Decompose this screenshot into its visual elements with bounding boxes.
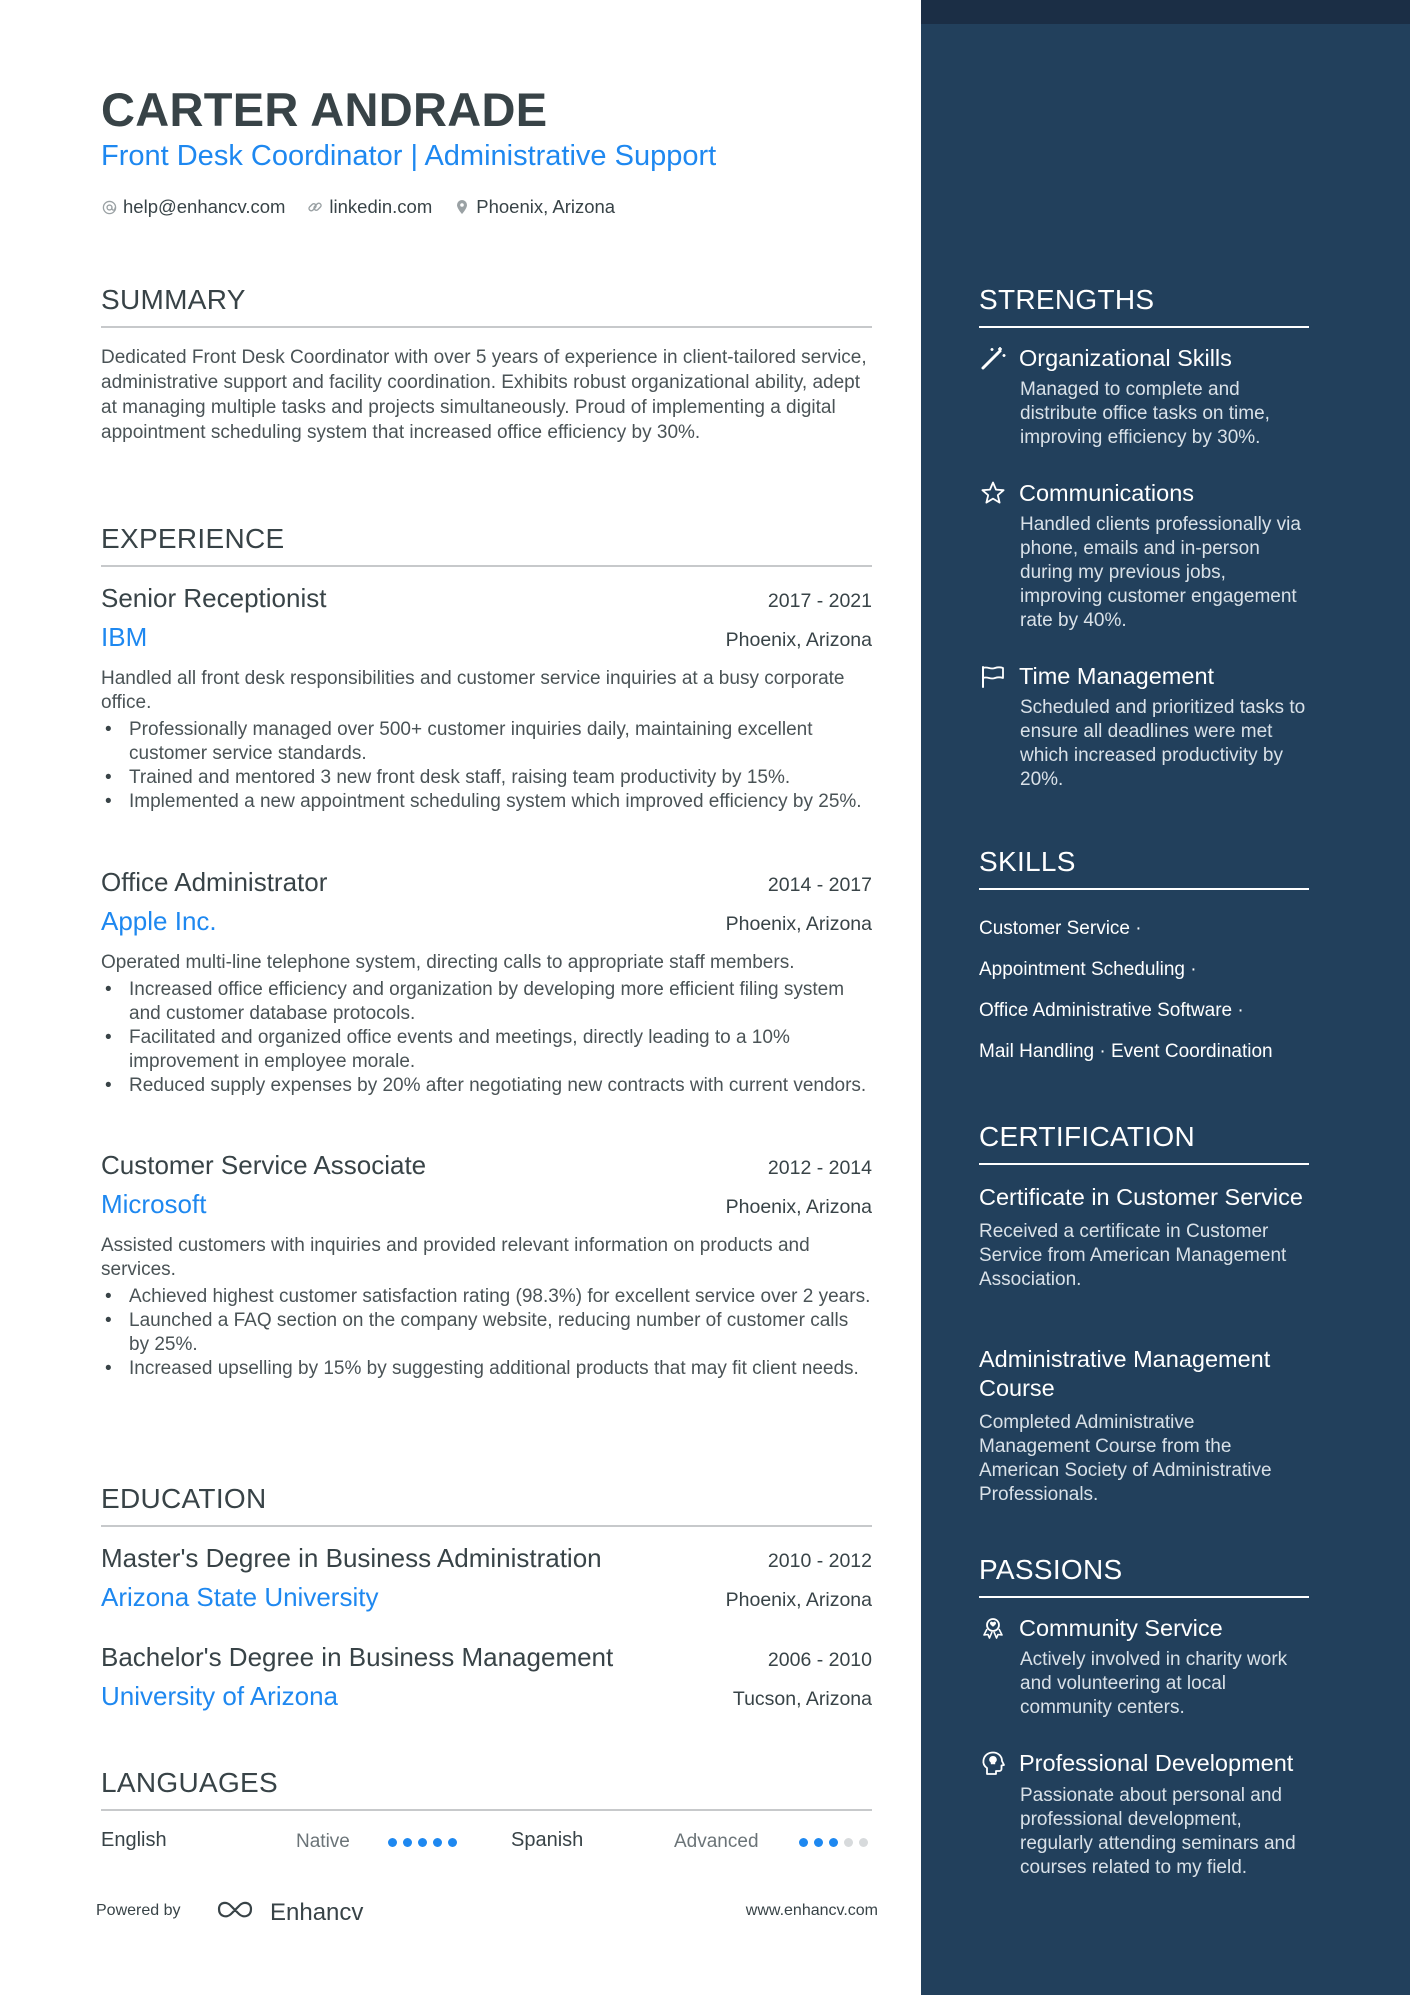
job-description: Assisted customers with inquiries and provided relevant information on products and services.	[101, 1235, 810, 1280]
job-dates: 2012 - 2014	[767, 1157, 872, 1179]
bullet-item: • Launched a FAQ section on the company website, reducing number of customer calls by 25%.	[101, 1309, 872, 1357]
star-icon	[979, 479, 1007, 507]
powered-by-label: Powered by	[96, 1902, 181, 1919]
site-url[interactable]: www.enhancv.com	[745, 1902, 878, 1919]
strength-item	[979, 479, 1309, 633]
job-bullets	[101, 718, 872, 814]
language-name: Spanish	[511, 1829, 584, 1851]
magic-wand-icon	[979, 344, 1007, 372]
experience-heading: EXPERIENCE	[101, 523, 872, 567]
certification-title: Administrative Management Course	[979, 1346, 1271, 1401]
rating-dot-empty	[859, 1838, 868, 1847]
linkedin-text: linkedin.com	[329, 196, 433, 217]
candidate-title: Front Desk Coordinator | Administrative Support	[101, 140, 717, 172]
link-icon	[307, 199, 323, 215]
language-rating	[799, 1838, 868, 1847]
head-idea-icon	[979, 1749, 1007, 1777]
job-description: Operated multi-line telephone system, directing calls to appropriate staff members.	[101, 952, 795, 973]
strength-title: Time Management	[1019, 662, 1215, 689]
job-dates: 2014 - 2017	[767, 874, 872, 896]
passion-title: Professional Development	[1019, 1750, 1294, 1776]
job-location: Phoenix, Arizona	[725, 913, 872, 935]
strength-item	[979, 662, 1309, 792]
strength-text: Handled clients professionally via phone, emails and in-person during my previous jobs, improving customer engagement rate by 40%.	[1020, 514, 1301, 631]
contact-row	[101, 196, 615, 218]
job-location: Phoenix, Arizona	[725, 629, 872, 651]
rating-dot-filled	[388, 1838, 397, 1847]
rating-dot-filled	[448, 1838, 457, 1847]
education-entry	[101, 1543, 872, 1613]
brand-text: Enhancv	[270, 1898, 364, 1926]
rating-dot-filled	[814, 1838, 823, 1847]
linkedin-contact[interactable]	[307, 196, 432, 218]
school-name: University of Arizona	[101, 1681, 338, 1711]
candidate-name: CARTER ANDRADE	[101, 83, 548, 136]
summary-text: Dedicated Front Desk Coordinator with over 5 years of experience in client-tailored service, administrative support and facility coordination. Exhibits robust organizational ability, adept at managing multiple tasks and projects simultaneously. Proud of implementing a digital appointment scheduling system that increased office efficiency by 30%.	[101, 347, 867, 443]
job-location: Phoenix, Arizona	[725, 1196, 872, 1218]
location-contact	[454, 196, 615, 218]
location-pin-icon	[454, 199, 470, 215]
passion-text: Passionate about personal and professional development, regularly attending seminars and courses related to my field.	[1020, 1785, 1296, 1878]
strength-item	[979, 344, 1309, 450]
certification-text: Received a certificate in Customer Service from American Management Association.	[979, 1221, 1287, 1290]
email-contact[interactable]	[101, 196, 285, 218]
company-name: IBM	[101, 622, 148, 652]
summary-heading: SUMMARY	[101, 284, 872, 328]
skills-heading: SKILLS	[979, 846, 1309, 890]
strength-title: Organizational Skills	[1019, 344, 1232, 371]
languages-heading: LANGUAGES	[101, 1767, 872, 1811]
enhancv-logo-icon	[216, 1898, 262, 1927]
passion-item	[979, 1614, 1309, 1720]
certification-heading: CERTIFICATION	[979, 1121, 1309, 1165]
language-name: English	[101, 1829, 167, 1851]
rating-dot-empty	[844, 1838, 853, 1847]
rating-dot-filled	[829, 1838, 838, 1847]
language-level: Advanced	[674, 1831, 759, 1852]
job-title: Customer Service Associate	[101, 1150, 427, 1180]
company-name: Apple Inc.	[101, 906, 217, 936]
footer	[96, 1898, 878, 1928]
degree-title: Bachelor's Degree in Business Management	[101, 1642, 614, 1672]
education-heading: EDUCATION	[101, 1483, 872, 1527]
skill-line: Office Administrative Software ·	[979, 1000, 1244, 1021]
job-title: Office Administrator	[101, 867, 328, 897]
job-title: Senior Receptionist	[101, 583, 327, 613]
rating-dot-filled	[403, 1838, 412, 1847]
experience-entry	[101, 867, 872, 1098]
job-bullets	[101, 1285, 872, 1381]
bullet-item: • Implemented a new appointment scheduling system which improved efficiency by 25%.	[101, 790, 872, 814]
strength-title: Communications	[1019, 479, 1195, 506]
certification-item	[979, 1345, 1309, 1507]
bullet-item: • Trained and mentored 3 new front desk staff, raising team productivity by 15%.	[101, 766, 872, 790]
school-location: Tucson, Arizona	[732, 1688, 872, 1710]
language-level: Native	[296, 1831, 350, 1852]
job-bullets	[101, 978, 872, 1098]
strength-text: Scheduled and prioritized tasks to ensure all deadlines were met which increased productivity by 20%.	[1020, 697, 1306, 790]
strengths-heading: STRENGTHS	[979, 284, 1309, 328]
school-name: Arizona State University	[101, 1582, 379, 1612]
certification-text: Completed Administrative Management Course from the American Society of Administrative Professionals.	[979, 1412, 1272, 1505]
rating-dot-filled	[799, 1838, 808, 1847]
passions-heading: PASSIONS	[979, 1554, 1309, 1598]
charity-icon	[979, 1614, 1007, 1642]
experience-entry	[101, 1150, 872, 1381]
skills-list	[979, 908, 1309, 1072]
location-text: Phoenix, Arizona	[476, 196, 616, 217]
job-description: Handled all front desk responsibilities and customer service inquiries at a busy corporate office.	[101, 668, 845, 713]
education-dates: 2010 - 2012	[767, 1550, 872, 1572]
email-text: help@enhancv.com	[123, 196, 286, 217]
passion-title: Community Service	[1019, 1614, 1223, 1641]
passion-item	[979, 1749, 1309, 1880]
rating-dot-filled	[418, 1838, 427, 1847]
certification-title: Certificate in Customer Service	[979, 1184, 1303, 1210]
bullet-item: • Facilitated and organized office events and meetings, directly leading to a 10% improvement in employee morale.	[101, 1026, 872, 1074]
company-name: Microsoft	[101, 1189, 207, 1219]
sidebar-top-bar	[921, 0, 1410, 24]
bullet-item: • Reduced supply expenses by 20% after negotiating new contracts with current vendors.	[101, 1074, 872, 1098]
school-location: Phoenix, Arizona	[725, 1589, 872, 1611]
degree-title: Master's Degree in Business Administration	[101, 1543, 602, 1573]
languages-row	[101, 1829, 872, 1859]
job-dates: 2017 - 2021	[767, 590, 872, 612]
bullet-item: • Increased office efficiency and organization by developing more efficient filing system and customer database protocols.	[101, 978, 872, 1026]
bullet-item: • Achieved highest customer satisfaction rating (98.3%) for excellent service over 2 years.	[101, 1285, 872, 1309]
enhancv-brand[interactable]	[216, 1898, 363, 1927]
strength-text: Managed to complete and distribute office tasks on time, improving efficiency by 30%.	[1020, 379, 1270, 448]
skill-line: Customer Service ·	[979, 918, 1142, 939]
experience-entry	[101, 583, 872, 814]
certification-item	[979, 1183, 1309, 1292]
education-dates: 2006 - 2010	[767, 1649, 872, 1671]
education-entry	[101, 1642, 872, 1712]
at-icon	[101, 199, 117, 215]
skill-line: Mail Handling · Event Coordination	[979, 1041, 1273, 1062]
bullet-item: • Professionally managed over 500+ customer inquiries daily, maintaining excellent customer service standards.	[101, 718, 872, 766]
passion-text: Actively involved in charity work and volunteering at local community centers.	[1020, 1649, 1288, 1718]
skill-line: Appointment Scheduling ·	[979, 959, 1197, 980]
rating-dot-filled	[433, 1838, 442, 1847]
language-rating	[388, 1838, 457, 1847]
flag-icon	[979, 662, 1007, 690]
bullet-item: • Increased upselling by 15% by suggesting additional products that may fit client needs.	[101, 1357, 872, 1381]
